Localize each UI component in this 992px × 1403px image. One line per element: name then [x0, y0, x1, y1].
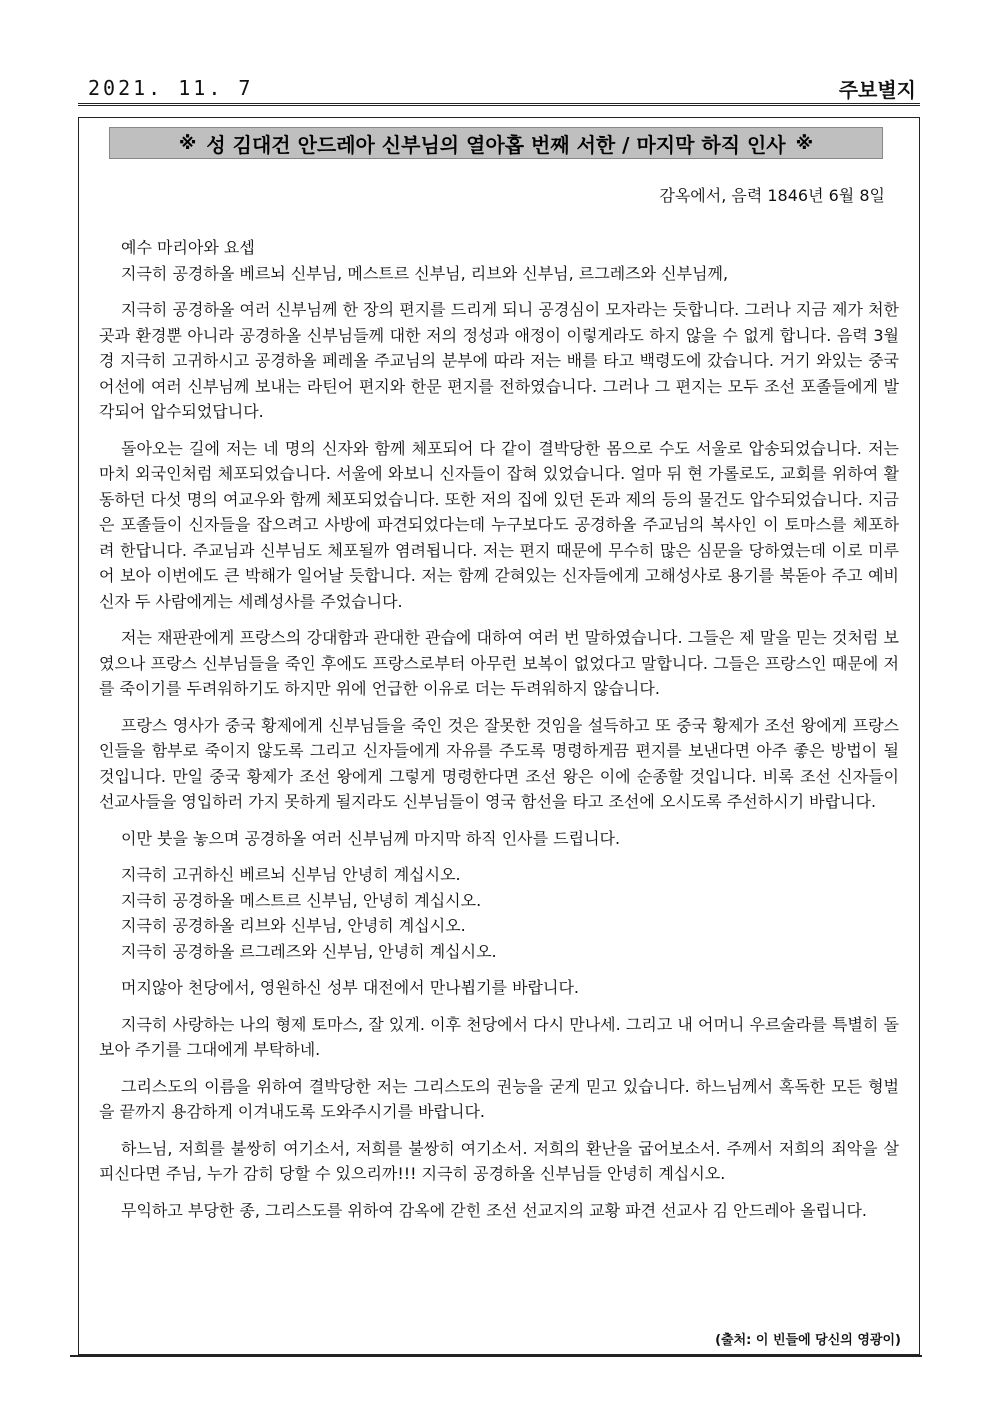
- farewell-line: 지극히 공경하올 메스트르 신부님, 안녕히 계십시오.: [121, 890, 482, 910]
- bulletin-date: 2021. 11. 7: [88, 76, 254, 100]
- paragraph: 이만 붓을 놓으며 공경하올 여러 신부님께 마지막 하직 인사를 드립니다.: [121, 828, 621, 848]
- signature-paragraph: 무익하고 부당한 종, 그리스도를 위하여 감옥에 갇힌 조선 선교지의 교황 파견 선교사 김 안드레아 올립니다.: [121, 1200, 867, 1220]
- letter-title-bar: [109, 127, 883, 159]
- paragraph: 지극히 공경하올 여러 신부님께 한 장의 편지를 드리게 되니 공경심이 모자라는 듯합니다. 그러나 지금 제가 처한 곳과 환경뿐 아니라 공경하올 신부님들께 대한 저의 정성과 애정이 이렇게라도 하지 않을 수 없게 합니다. 음력 3월경 지극히 고귀하시고 공경하올 페레올 주교님의 분부에 따라 저는 배를 타고 백령도에 갔습니다. 거기 와있는 중국 어선에 여러 신부님께 보내는 라틴어 편지와 한문 편지를 전하였습니다. 그러나 그 편지는 모두 조선 포졸들에게 발각되어 압수되었답니다.: [99, 300, 899, 421]
- paragraph: 지극히 사랑하는 나의 형제 토마스, 잘 있게. 이후 천당에서 다시 만나세. 그리고 내 어머니 우르술라를 특별히 돌보아 주기를 그대에게 부탁하네.: [99, 1014, 899, 1059]
- header-divider: [78, 103, 920, 106]
- salutation: [99, 235, 899, 286]
- salutation-line: 예수 마리아와 요셉: [121, 238, 255, 257]
- reference-mark-icon: ※: [178, 132, 197, 154]
- farewell-line: 지극히 공경하올 르그레즈와 신부님, 안녕히 계십시오.: [121, 941, 497, 961]
- paragraph: 프랑스 영사가 중국 황제에게 신부님들을 죽인 것은 잘못한 것임을 설득하고 또 중국 황제가 조선 왕에게 프랑스인들을 함부로 죽이지 않도록 그리고 신자들에게 자유를 주도록 명령하게끔 편지를 보낸다면 아주 좋은 방법이 될 것입니다. 만일 중국 황제가 조선 왕에게 그렇게 명령한다면 조선 왕은 이에 순종할 것입니다. 비록 조선 신자들이 선교사들을 영입하러 가지 못하게 될지라도 신부님들이 영국 함선을 타고 조선에 오시도록 주선하시기 바랍니다.: [99, 715, 899, 811]
- paragraph: 저는 재판관에게 프랑스의 강대함과 관대한 관습에 대하여 여러 번 말하였습니다. 그들은 제 말을 믿는 것처럼 보였으나 프랑스 신부님들을 죽인 후에도 프랑스로부터 아무런 보복이 없었다고 말합니다. 그들은 프랑스인 때문에 저를 죽이기를 두려워하기도 하지만 위에 언급한 이유로 더는 두려워하지 않습니다.: [99, 628, 899, 698]
- page-header: [78, 74, 920, 104]
- footer-divider: [70, 1355, 922, 1357]
- letter-title: 성 김대건 안드레아 신부님의 열아홉 번째 서한 / 마지막 하직 인사: [206, 132, 786, 157]
- reference-mark-icon: ※: [795, 132, 814, 154]
- letter-body: [99, 235, 899, 1223]
- paragraph: 그리스도의 이름을 위하여 결박당한 저는 그리스도의 권능을 굳게 믿고 있습니다. 하느님께서 혹독한 모든 형벌을 끝까지 용감하게 이겨내도록 도와주시기를 바랍니다.: [99, 1076, 899, 1121]
- farewell-list: [99, 862, 899, 964]
- farewell-line: 지극히 고귀하신 베르뇌 신부님 안녕히 계십시오.: [121, 865, 461, 884]
- source-citation: (출처: 이 빈들에 당신의 영광이): [715, 1333, 901, 1348]
- paragraph: 하느님, 저희를 불쌍히 여기소서, 저희를 불쌍히 여기소서. 저희의 환난을 굽어보소서. 주께서 저희의 죄악을 살피신다면 주님, 누가 감히 당할 수 있으리까!!! 지극히 공경하올 신부님들 안녕히 계십시오.: [99, 1138, 899, 1183]
- salutation-line: 지극히 공경하올 베르뇌 신부님, 메스트르 신부님, 리브와 신부님, 르그레즈와 신부님께,: [121, 263, 729, 283]
- paragraph: 돌아오는 길에 저는 네 명의 신자와 함께 체포되어 다 같이 결박당한 몸으로 수도 서울로 압송되었습니다. 저는 마치 외국인처럼 체포되었습니다. 서울에 와보니 신자들이 잡혀 있었습니다. 얼마 뒤 현 가롤로도, 교회를 위하여 활동하던 다섯 명의 여교우와 함께 체포되었습니다. 또한 저의 집에 있던 돈과 제의 등의 물건도 압수되었습니다. 지금은 포졸들이 신자들을 잡으려고 사방에 파견되었다는데 누구보다도 공경하올 주교님의 복사인 이 토마스를 체포하려 한답니다. 주교님과 신부님도 체포될까 염려됩니다. 저는 편지 때문에 무수히 많은 심문을 당하였는데 이로 미루어 보아 이번에도 큰 박해가 일어날 듯합니다. 저는 함께 갇혀있는 신자들에게 고해성사로 용기를 북돋아 주고 예비신자 두 사람에게는 세례성사를 주었습니다.: [99, 438, 899, 611]
- letter-box: [78, 117, 920, 1355]
- paragraph: 머지않아 천당에서, 영원하신 성부 대전에서 만나뵙기를 바랍니다.: [121, 978, 580, 997]
- farewell-line: 지극히 공경하올 리브와 신부님, 안녕히 계십시오.: [121, 916, 466, 935]
- bulletin-section-label: 주보별지: [838, 78, 916, 102]
- letter-dateline: 감옥에서, 음력 1846년 6월 8일: [659, 186, 885, 205]
